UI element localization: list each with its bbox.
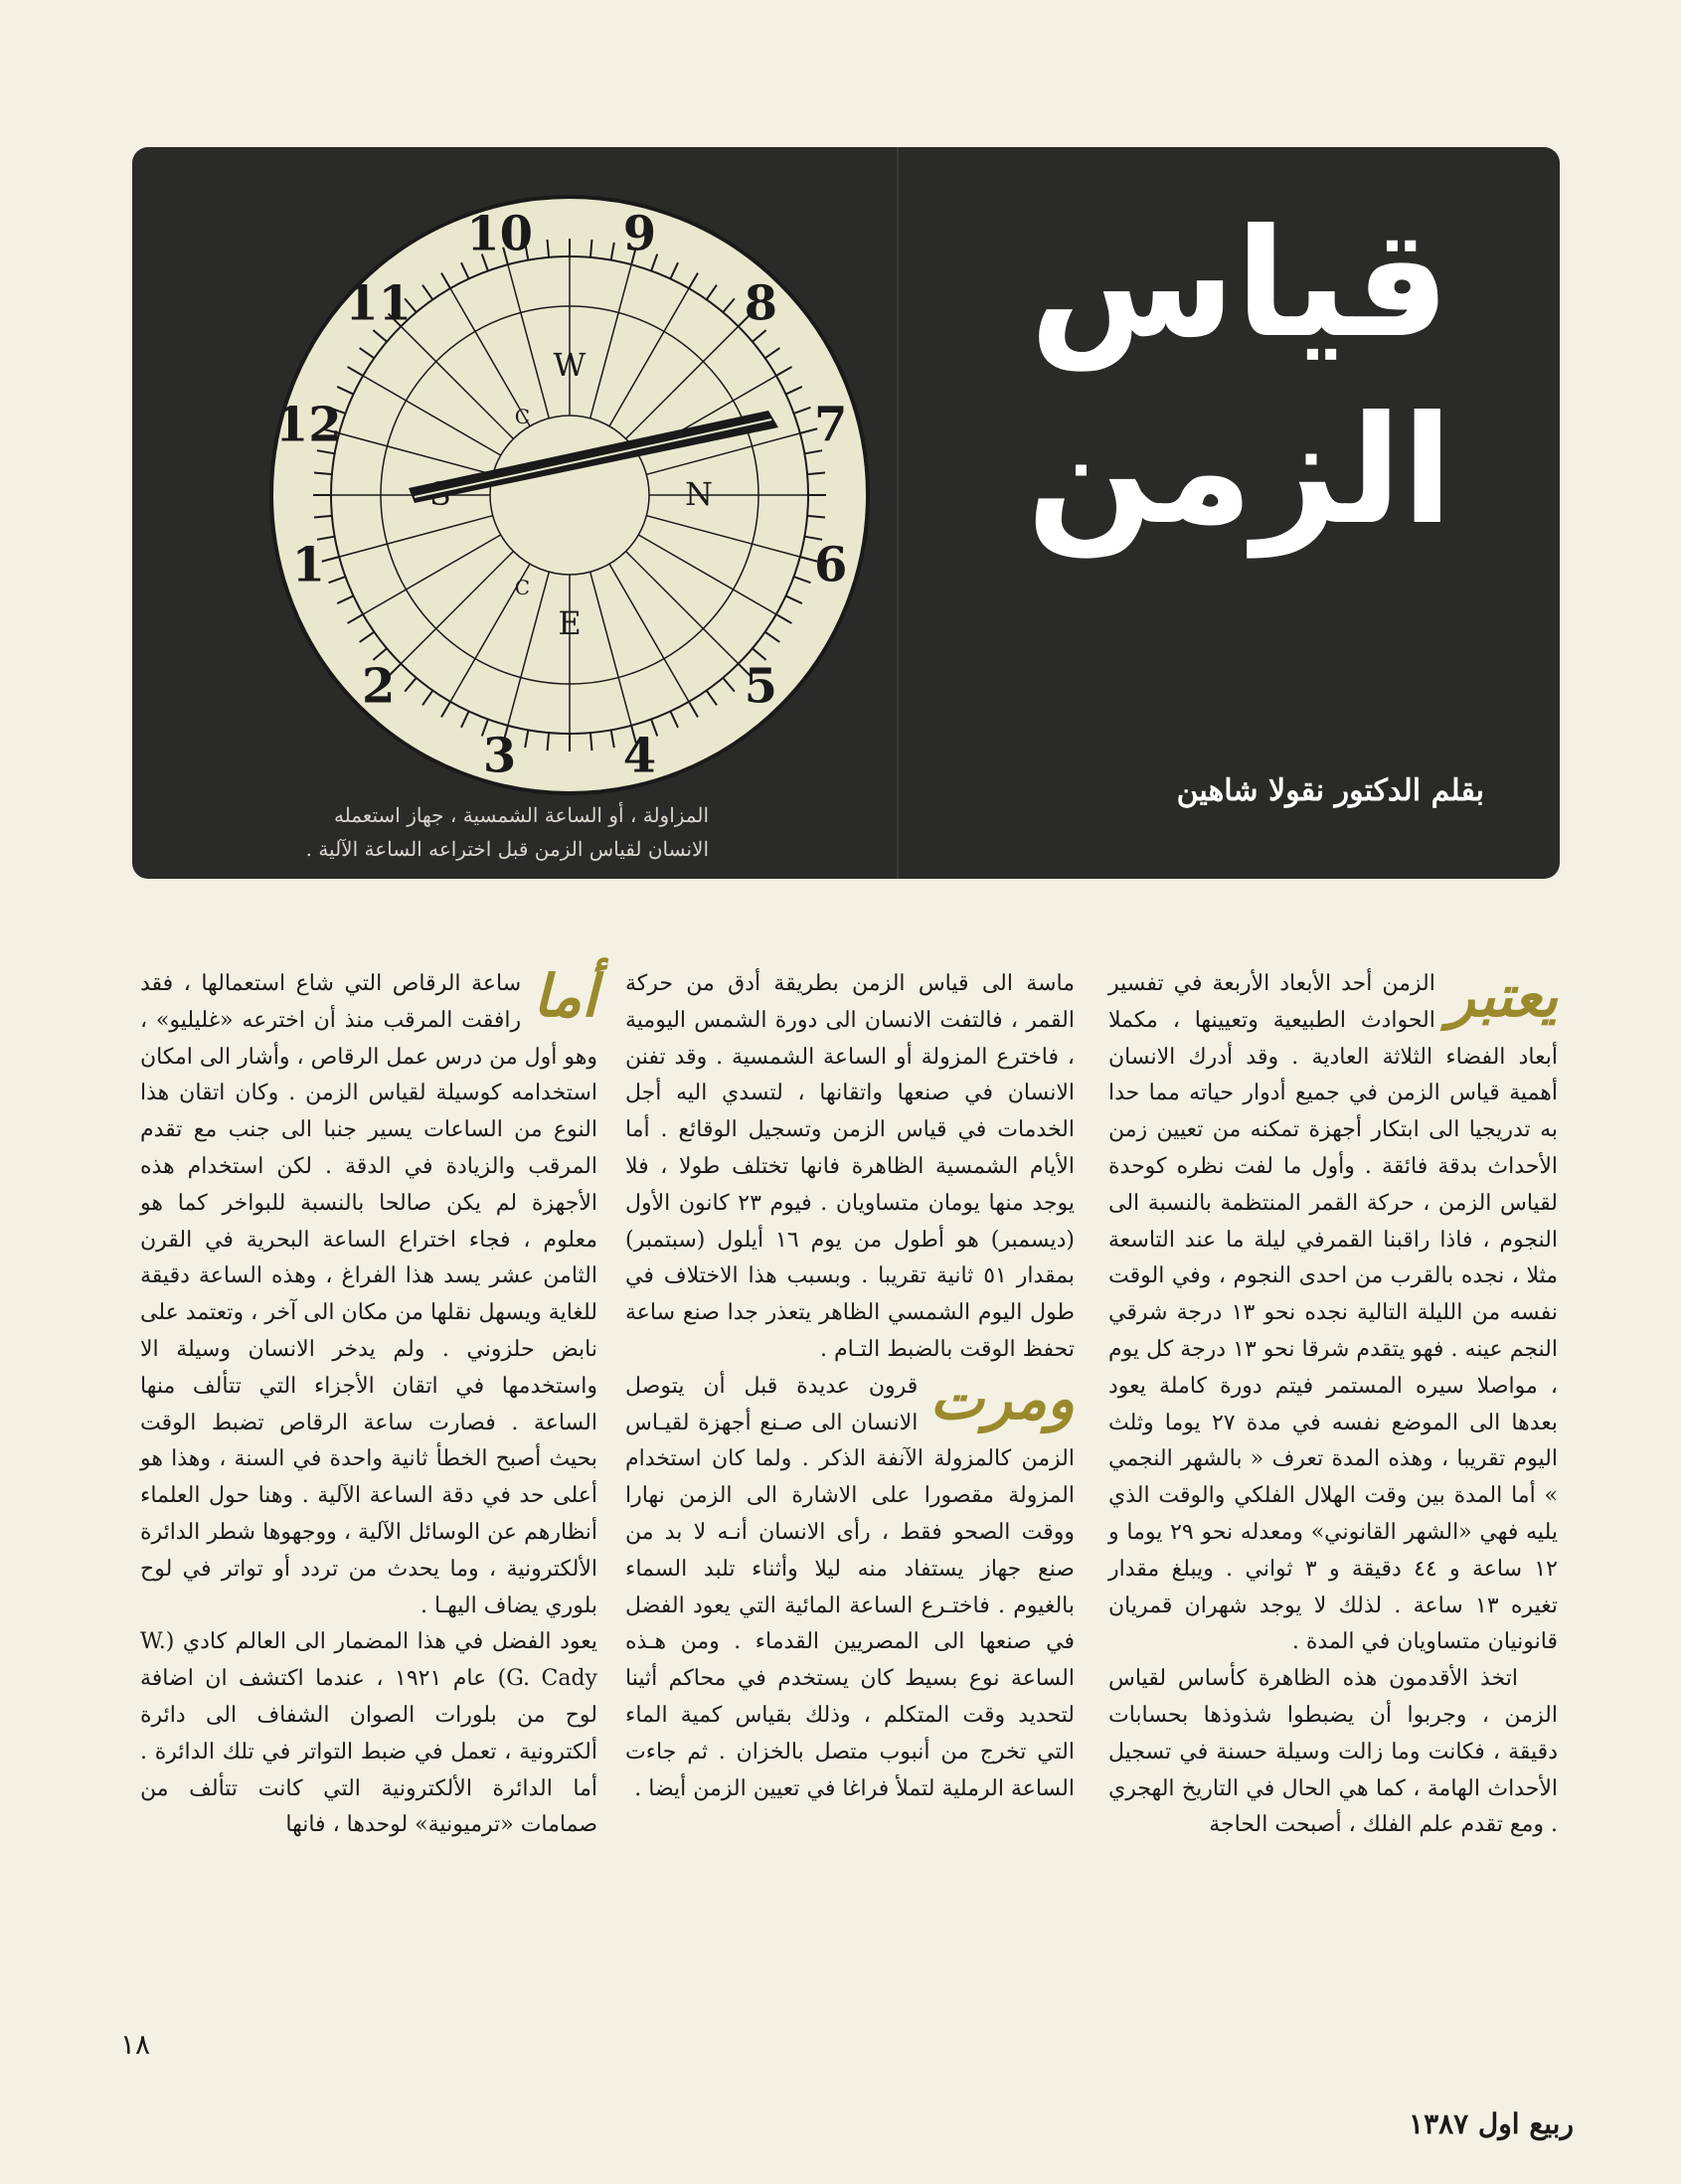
- paragraph: [140, 962, 597, 1624]
- dropcap: يعتبر: [1446, 962, 1558, 1030]
- sundial-compass-letter: E: [558, 604, 582, 642]
- sundial-numeral: 4: [622, 728, 657, 784]
- svg-text:C: C: [514, 576, 530, 599]
- sundial-numeral: 8: [744, 275, 778, 332]
- title-line-2: الزمن: [1026, 384, 1453, 558]
- dropcap: أما: [533, 962, 597, 1030]
- author-byline: بقلم الدكتور نقولا شاهين: [1176, 773, 1484, 808]
- issue-date: ربيع اول ١٣٨٧: [1409, 2107, 1574, 2140]
- paragraph-text: الزمن أحد الأبعاد الأربعة في تفسير الحوادث الطبيعية وتعيينها ، مكملا أبعاد الفضاء الثلاثة العادية . وقد أدرك الانسان أهمية قياس الزمن في جميع أدوار حياته مما حدا به تدريجيا الى ابتكار أجهزة تمكنه من تعيين زمن الأحداث بدقة فائقة . وأول ما لفت نظره كوحدة لقياس الزمن ، حركة القمر المنتظمة بالنسبة الى النجوم ، فاذا راقبنا القمرفي ليلة ما عند التاسعة مثلا ، نجده بالقرب من احدى النجوم ، وفي الوقت نفسه من الليلة التالية نجده نحو ١٣ درجة شرقي النجم عينه . فهو يتقدم شرقا نحو ١٣ درجة كل يوم ، مواصلا سيره المستمر فيتم دورة كاملة يعود بعدها الى الموضع نفسه في مدة ٢٧ يوما وثلث اليوم تقريبا ، وهذه المدة تعرف « بالشهر النجمي » أما المدة بين وقت الهلال الفلكي والوقت الذي يليه فهي «الشهر القانوني» ومعدله نحو ٢٩ يوما و ١٢ ساعة و ٤٤ دقيقة و ٣ ثواني . ويبلغ مقدار تغيره ١٣ ساعة . لذلك لا يوجد شهران قمريان قانونيان متساويان في المدة .: [1108, 971, 1558, 1655]
- sundial-numeral: 9: [622, 206, 657, 262]
- paragraph-text: ماسة الى قياس الزمن بطريقة أدق من حركة القمر ، فالتفت الانسان الى دورة الشمس اليومية ، فاخترع المزولة أو الساعة الشمسية . وقد تفنن الانسان في صنعها واتقانها ، لتسدي اليه أجل الخدمات في قياس الزمن وتسجيل الوقائع . أما الأيام الشمسية الظاهرة فانها تختلف طولا ، فلا يوجد منها يومان متساويان . فيوم ٢٣ كانون الأول (ديسمبر) هو أطول من يوم ١٦ أيلول (سبتمبر) بمقدار ٥١ ثانية تقريبا . وبسبب هذا الاختلاف في طول اليوم الشمسي الظاهر يتعذر جدا صنع ساعة تحفظ الوقت بالضبط التـام .: [625, 971, 1075, 1362]
- dropcap: ومرت: [929, 1364, 1075, 1432]
- sundial-numeral: 1: [291, 537, 325, 593]
- paragraph: [1108, 962, 1558, 1661]
- column-right: [1108, 962, 1558, 1844]
- paragraph: [625, 1364, 1075, 1808]
- paragraph-text-2: يعود الفضل في هذا المضمار الى العالم كادي (W. G. Cady) عام ١٩٢١ ، عندما اكتشف ان اضافة لوح من بلورات الصوان الشفاف الى دائرة ألكترونية ، تعمل في ضبط التواتر في تلك الدائرة . أما الدائرة الألكترونية التي كانت تتألف من صمامات «ترميونية» لوحدها ، فانها: [140, 1629, 597, 1838]
- header-banner: [132, 147, 1560, 879]
- sundial-numeral: 6: [814, 537, 848, 593]
- title-line-1: قياس: [1029, 198, 1450, 371]
- paragraph-text-2: اتخذ الأقدمون هذه الظاهرة كأساس لقياس الزمن ، وجربوا أن يضبطوا شذوذها بحسابات دقيقة ، فكانت وما زالت وسيلة حسنة في تسجيل الأحداث الهامة ، كما هي الحال في التاريخ الهجري . ومع تقدم علم الفلك ، أصبحت الحاجة: [1108, 1666, 1558, 1838]
- sundial-numeral: 10: [466, 206, 533, 262]
- sundial-numeral: 5: [744, 658, 778, 715]
- column-left: [140, 962, 597, 1844]
- column-middle: [625, 966, 1075, 1807]
- sundial-compass-letter: N: [685, 475, 713, 513]
- sundial-numeral: 3: [482, 728, 517, 784]
- svg-text:C: C: [514, 405, 530, 428]
- page-number: ١٨: [120, 2028, 151, 2061]
- article-title: [981, 198, 1498, 558]
- image-caption: المزاولة ، أو الساعة الشمسية ، جهاز استعمله الانسان لقياس الزمن قبل اختراعه الساعة الآلية .: [305, 803, 709, 861]
- sundial-numeral: 2: [361, 658, 396, 715]
- paragraph-text: ساعة الرقاص التي شاع استعمالها ، فقد رافقت المرقب منذ أن اخترعه «غليليو» ، وهو أول من درس عمل الرقاص ، وأشار الى امكان استخدامه كوسيلة لقياس الزمن . وكان اتقان هذا النوع من الساعات يسير جنبا الى جنب مع تقدم المرقب والزيادة في الدقة . لكن استخدام هذه الأجهزة لم يكن صالحا بالنسبة للبواخر كما هو معلوم ، فجاء اختراع الساعة البحرية في القرن الثامن عشر يسد هذا الفراغ ، وهذه الساعة دقيقة للغاية ويسهل نقلها من مكان الى آخر ، وتعتمد على نابض حلزوني . ولم يدخر الانسان وسيلة الا واستخدمها في اتقان الأجزاء التي تتألف منها الساعة . فصارت ساعة الرقاص تضبط الوقت بحيث أصبح الخطأ ثانية واحدة في السنة ، وهذا هو أعلى حد في دقة الساعة الآلية . وهنا حول العلماء أنظارهم عن الوسائل الآلية ، ووجهوها شطر الدائرة الألكترونية ، وما يحدث من تردد أو تواتر في لوح بلوري يضاف اليهـا .: [140, 971, 597, 1618]
- sundial-numeral: 11: [345, 275, 413, 332]
- sundial-numeral: 7: [814, 397, 848, 453]
- sundial-numeral: 12: [274, 397, 342, 453]
- sundial-compass-letter: W: [553, 346, 587, 384]
- paragraph-text-2: قرون عديدة قبل أن يتوصل الانسان الى صـنع أجهزة لقيـاس الزمن كالمزولة الآنفة الذكر . ولما كان استخدام المزولة مقصورا على الاشارة الى الزمن نهارا ووقت الصحو فقط ، رأى الانسان أنـه لا بد من صنع جهاز يستفاد منه ليلا وأثناء تلبد السماء بالغيوم . فاختـرع الساعة المائية التي يعود الفضل في صنعها الى المصريين القدماء . ومن هـذه الساعة نوع بسيط كان يستخدم في محاكم أثينا لتحديد وقت المتكلم ، وذلك بقياس كمية الماء التي تخرج من أنبوب متصل بالخزان . ثم جاءت الساعة الرملية لتملأ فراغا في تعيين الزمن أيضا .: [625, 1373, 1075, 1801]
